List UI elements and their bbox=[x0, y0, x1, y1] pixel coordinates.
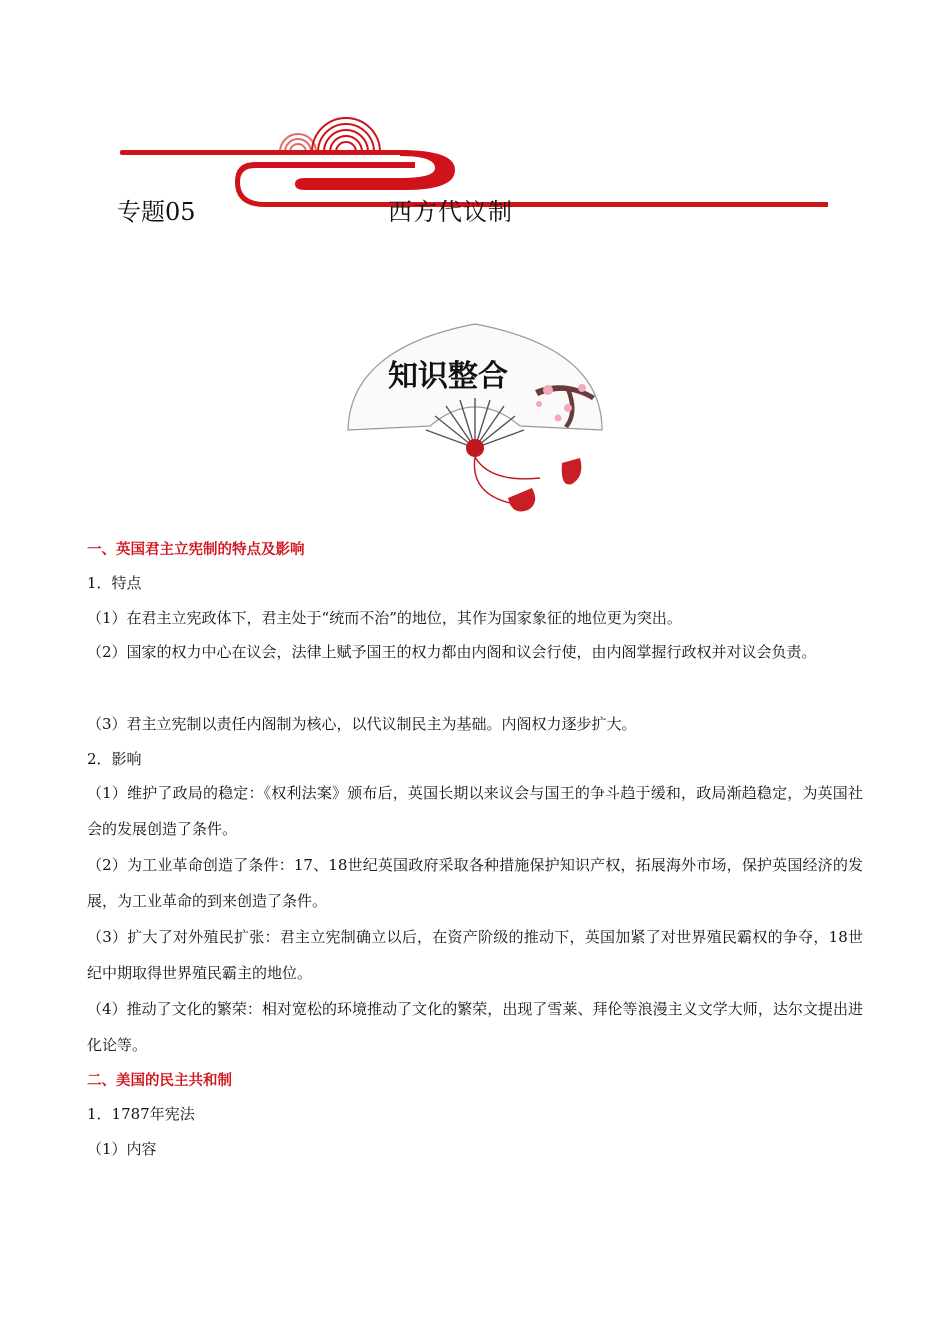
page-title: 西方代议制 bbox=[388, 198, 513, 226]
list-item: （2）为工业革命创造了条件：17、18世纪英国政府采取各种措施保护知识产权，拓展海外市场，保护英国经济的发展，为工业革命的到来创造了条件。 bbox=[87, 856, 863, 910]
list-item: （3）扩大了对外殖民扩张：君主立宪制确立以后，在资产阶级的推动下，英国加紧了对世界殖民霸权的争夺，18世纪中期取得世界殖民霸主的地位。 bbox=[87, 928, 863, 982]
concentric-arcs-icon bbox=[280, 118, 380, 152]
list-item: （1）维护了政局的稳定：《权利法案》颁布后，英国长期以来议会与国王的争斗趋于缓和，政局渐趋稳定，为英国社会的发展创造了条件。 bbox=[87, 784, 863, 838]
list-item: （4）推动了文化的繁荣：相对宽松的环境推动了文化的繁荣，出现了雪莱、拜伦等浪漫主义文学大师，达尔文提出进化论等。 bbox=[87, 1000, 863, 1054]
section-heading: 二、美国的民主共和制 bbox=[87, 1073, 232, 1089]
list-item: （1）在君主立宪政体下，君主处于“统而不治”的地位，其作为国家象征的地位更为突出。 bbox=[87, 609, 682, 627]
list-item: （2）国家的权力中心在议会，法律上赋予国王的权力都由内阁和议会行使，由内阁掌握行政权并对议会负责。 bbox=[87, 643, 817, 661]
subsection-title: 1．特点 bbox=[87, 574, 142, 592]
subsection-title: 2．影响 bbox=[87, 750, 142, 768]
folding-fan-icon bbox=[340, 318, 610, 528]
badge-text: 知识整合 bbox=[388, 359, 508, 394]
list-item: （3）君主立宪制以责任内阁制为核心，以代议制民主为基础。内阁权力逐步扩大。 bbox=[87, 715, 637, 733]
list-item: （1）内容 bbox=[87, 1140, 157, 1158]
section-heading: 一、英国君主立宪制的特点及影响 bbox=[87, 542, 305, 558]
subsection-title: 1．1787年宪法 bbox=[87, 1105, 195, 1123]
topic-label: 专题05 bbox=[117, 198, 196, 226]
